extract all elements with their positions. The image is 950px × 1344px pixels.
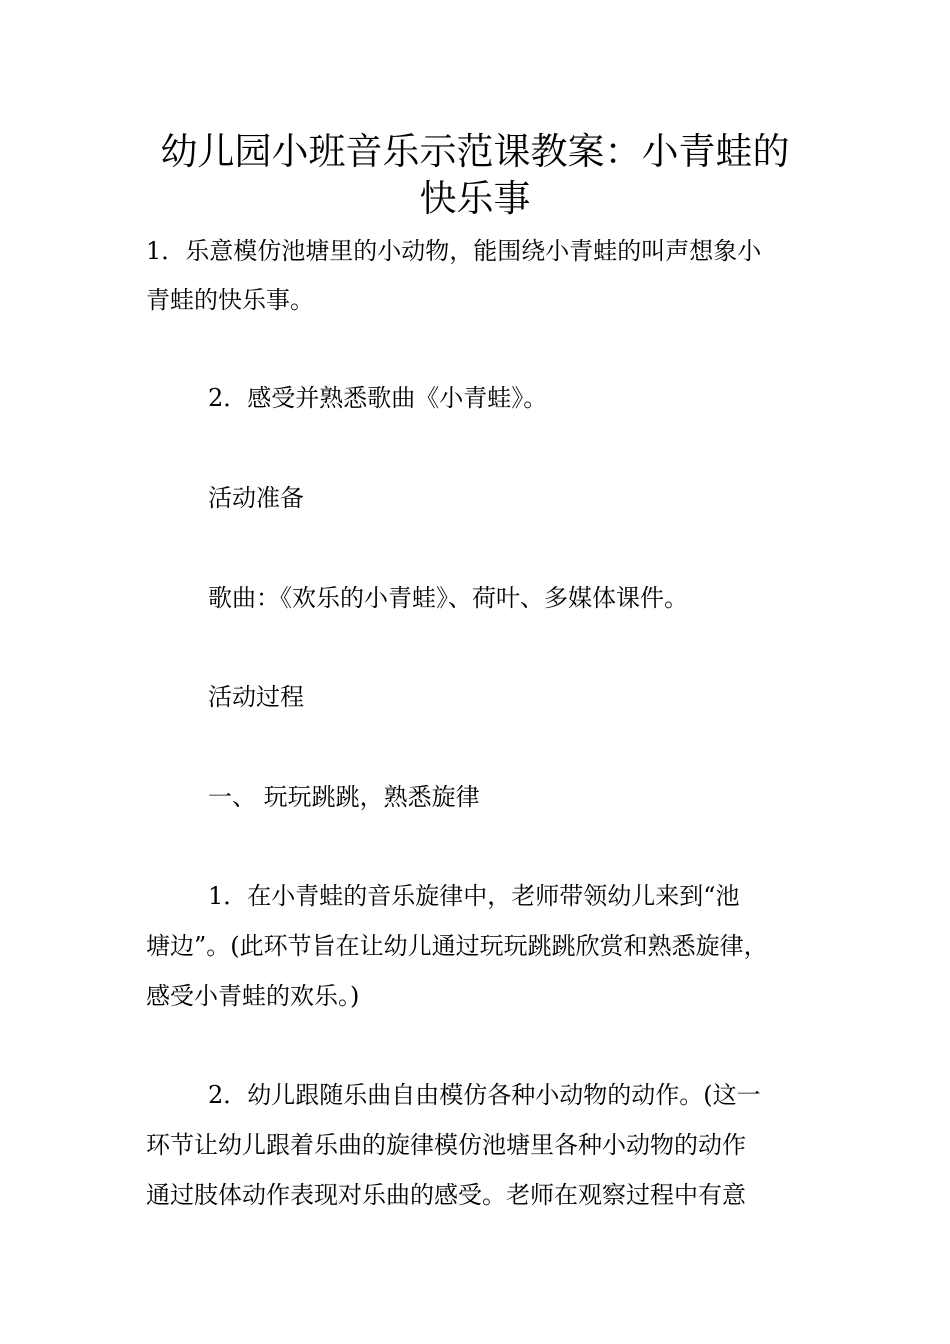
document-title-line-1: 幼儿园小班音乐示范课教案：小青蛙的: [160, 130, 790, 173]
step-2-paragraph-line-1: 2．幼儿跟随乐曲自由模仿各种小动物的动作。(这一: [208, 1081, 761, 1109]
objective-1-line-1: 1．乐意模仿池塘里的小动物，能围绕小青蛙的叫声想象小: [146, 237, 762, 265]
section-heading-process: 活动过程: [208, 683, 304, 711]
step-2-paragraph-line-2: 环节让幼儿跟着乐曲的旋律模仿池塘里各种小动物的动作: [146, 1131, 746, 1159]
objective-2: 2．感受并熟悉歌曲《小青蛙》。: [208, 384, 548, 412]
document-title-line-2: 快乐事: [419, 177, 531, 220]
step-2-paragraph-line-3: 通过肢体动作表现对乐曲的感受。老师在观察过程中有意: [146, 1181, 746, 1209]
preparation-materials: 歌曲：《欢乐的小青蛙》、荷叶、多媒体课件。: [208, 584, 688, 612]
objective-1-line-2: 青蛙的快乐事。: [146, 286, 314, 314]
step-1-paragraph-line-1: 1．在小青蛙的音乐旋律中，老师带领幼儿来到“池: [208, 882, 740, 910]
step-1-paragraph-line-3: 感受小青蛙的欢乐。): [146, 982, 360, 1010]
step-1-paragraph-line-2: 塘边”。(此环节旨在让幼儿通过玩玩跳跳欣赏和熟悉旋律，: [146, 932, 768, 960]
process-step-1-heading: 一、 玩玩跳跳，熟悉旋律: [208, 783, 480, 811]
section-heading-preparation: 活动准备: [208, 484, 304, 512]
